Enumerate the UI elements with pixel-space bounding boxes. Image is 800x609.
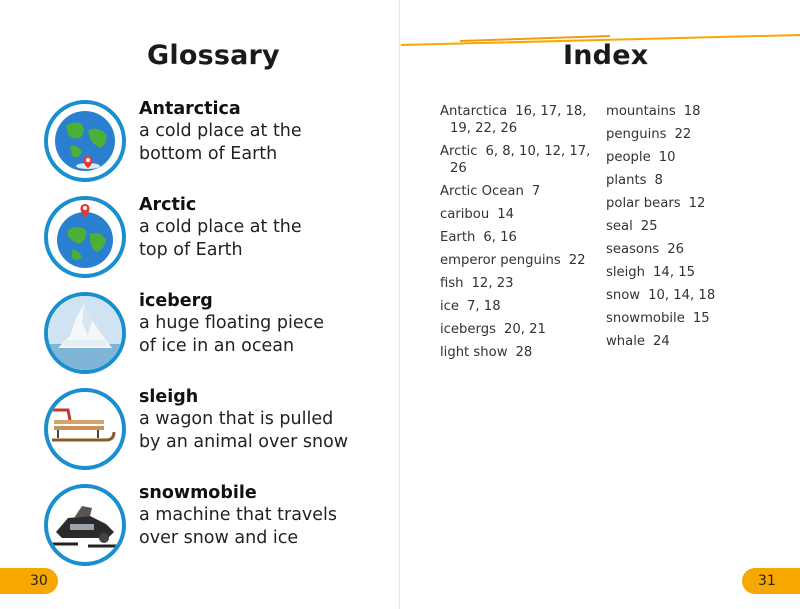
index-entry — [440, 206, 600, 223]
glossary-entry-antarctica — [44, 100, 394, 190]
index-pages: 6, 8, 10, 12, 17, — [485, 144, 591, 159]
index-title: Index — [563, 40, 649, 71]
index-entry — [606, 264, 756, 281]
index-term: sleigh — [606, 265, 646, 280]
index-entry — [606, 149, 756, 166]
index-entry — [606, 241, 756, 258]
index-pages: 7, 18 — [467, 299, 501, 314]
glossary-title: Glossary — [147, 40, 280, 71]
index-term: polar bears — [606, 196, 681, 211]
index-term: ice — [440, 299, 460, 314]
index-entry — [606, 287, 756, 304]
index-entry — [606, 126, 756, 143]
index-pages: 20, 21 — [503, 322, 546, 337]
index-pages: 8 — [654, 173, 663, 188]
index-term: light show — [440, 345, 508, 360]
index-entry — [440, 103, 600, 137]
index-pages: 10 — [658, 150, 676, 165]
glossary-entry-sleigh — [44, 388, 394, 478]
glossary-term: iceberg — [139, 291, 213, 311]
index-pages: 16, 17, 18, — [515, 104, 587, 119]
index-pages: 14, 15 — [653, 265, 695, 280]
index-term: Arctic — [440, 144, 478, 159]
iceberg-icon — [44, 292, 126, 374]
glossary-term: snowmobile — [139, 483, 257, 503]
glossary-definition-line: a cold place at the — [139, 121, 302, 141]
index-entry — [440, 143, 600, 177]
sleigh-icon — [44, 388, 126, 470]
index-term: seal — [606, 219, 633, 234]
index-entry — [440, 321, 600, 338]
index-pages: 12 — [688, 196, 706, 211]
index-entry — [440, 275, 600, 292]
page-number-left: 30 — [0, 568, 58, 594]
index-pages: 26 — [450, 161, 467, 176]
index-term: Earth — [440, 230, 476, 245]
index-term: plants — [606, 173, 647, 188]
index-entry — [440, 183, 600, 200]
glossary-entry-iceberg — [44, 292, 394, 382]
index-pages: 18 — [683, 104, 701, 119]
glossary-term: Antarctica — [139, 99, 241, 119]
index-term: mountains — [606, 104, 676, 119]
index-entry — [440, 229, 600, 246]
glossary-definition-line: a machine that travels — [139, 505, 338, 525]
glossary-definition-line: a wagon that is pulled — [139, 409, 334, 429]
index-column-2 — [606, 103, 756, 356]
glossary-definition-line: bottom of Earth — [139, 143, 278, 164]
index-pages: 14 — [497, 207, 514, 222]
index-term: emperor penguins — [440, 253, 561, 268]
index-column-1 — [440, 103, 600, 367]
index-page — [400, 0, 800, 609]
index-pages: 24 — [653, 334, 670, 349]
index-pages: 7 — [531, 184, 541, 199]
glossary-definition-line: top of Earth — [139, 239, 243, 260]
glossary-term: sleigh — [139, 387, 199, 407]
index-term: Antarctica — [440, 104, 508, 119]
glossary-definition-line: over snow and ice — [139, 527, 299, 548]
index-pages: 15 — [692, 311, 710, 326]
index-term: penguins — [606, 127, 667, 142]
glossary-entry-arctic — [44, 196, 394, 286]
index-pages: 22 — [674, 127, 692, 142]
globe-north-pin-icon — [44, 196, 126, 278]
index-entry — [440, 344, 600, 361]
index-entry — [606, 103, 756, 120]
glossary-definition-line: by an animal over snow — [139, 431, 349, 452]
index-entry — [606, 172, 756, 189]
index-entry — [606, 310, 756, 327]
index-pages: 12, 23 — [471, 276, 514, 291]
snowmobile-icon — [44, 484, 126, 566]
glossary-definition-line: a cold place at the — [139, 217, 302, 237]
glossary-definition-line: of ice in an ocean — [139, 335, 295, 356]
index-entry — [606, 333, 756, 350]
index-term: snow — [606, 288, 641, 303]
index-term: fish — [440, 276, 464, 291]
index-term: snowmobile — [606, 311, 685, 326]
index-term: caribou — [440, 207, 490, 222]
index-term: seasons — [606, 242, 660, 257]
index-term: people — [606, 150, 651, 165]
glossary-term: Arctic — [139, 195, 197, 215]
index-entry — [440, 252, 600, 269]
index-entry — [440, 298, 600, 315]
glossary-entry-snowmobile — [44, 484, 394, 574]
index-pages: 25 — [640, 219, 658, 234]
index-pages: 22 — [568, 253, 586, 268]
index-term: Arctic Ocean — [440, 184, 524, 199]
index-pages: 28 — [515, 345, 533, 360]
index-term: whale — [606, 334, 646, 349]
page-number-right: 31 — [742, 568, 800, 594]
globe-south-pin-icon — [44, 100, 126, 182]
index-pages: 6, 16 — [483, 230, 517, 245]
index-pages: 10, 14, 18 — [648, 288, 716, 303]
index-entry — [606, 195, 756, 212]
index-term: icebergs — [440, 322, 496, 337]
index-entry — [606, 218, 756, 235]
index-pages: 19, 22, 26 — [450, 121, 518, 136]
index-pages: 26 — [667, 242, 685, 257]
glossary-definition-line: a huge floating piece — [139, 313, 324, 333]
